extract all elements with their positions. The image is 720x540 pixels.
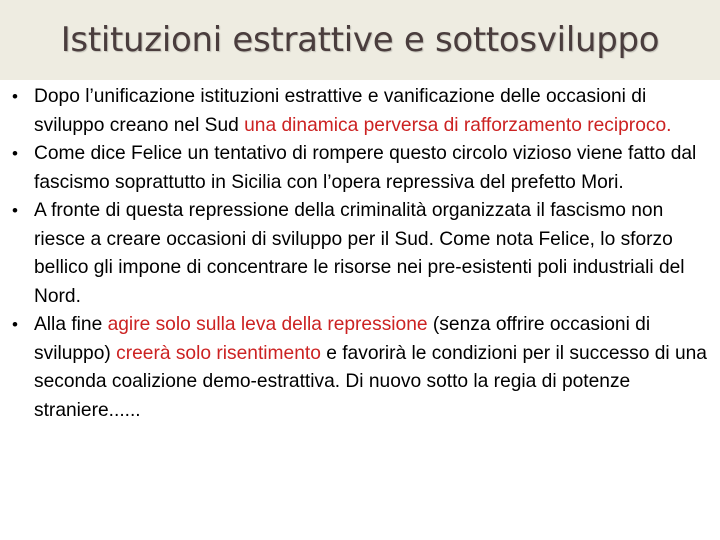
bullet-item — [0, 311, 720, 425]
bullet-text-segment: Alla fine — [34, 314, 108, 335]
bullet-text-segment: Dopo l’unificazione istituzioni estrattive e vanificazione delle occasioni di sviluppo creano nel Sud — [34, 86, 647, 136]
bullet-highlight-segment: una dinamica perversa di rafforzamento reciproco. — [244, 114, 672, 136]
bullet-text-segment: A fronte di questa repressione della criminalità organizzata il fascismo non riesce a creare occasioni di sviluppo per il Sud. Come nota Felice, lo sforzo bellico gli impone di concentrare le risorse nei pre-esistenti poli industriali del Nord. — [34, 200, 685, 307]
bullet-text-segment: Come dice Felice un tentativo di rompere questo circolo vizioso viene fatto dal fascismo soprattutto in Sicilia con l’opera repressiva del prefetto Mori. — [34, 143, 697, 193]
bullet-dot-icon: • — [12, 201, 18, 220]
slide-content — [0, 83, 720, 425]
slide-title: Istituzioni estrattive e sottosviluppo — [60, 20, 660, 60]
bullet-highlight-segment: creerà solo risentimento — [116, 342, 321, 364]
bullet-highlight-segment: agire solo sulla leva della repressione — [107, 314, 428, 335]
bullet-item — [0, 83, 720, 140]
bullet-text-segment: e favorirà le condizioni per il successo di una seconda coalizione demo-estrattiva. Di nuovo sotto la regia di potenze straniere...... — [34, 342, 707, 421]
bullet-list — [0, 83, 720, 425]
title-band — [0, 0, 720, 80]
bullet-item — [0, 140, 720, 197]
bullet-dot-icon: • — [12, 87, 18, 106]
bullet-item — [0, 197, 720, 311]
bullet-text-segment: (senza offrire occasioni di sviluppo) — [34, 314, 651, 364]
bullet-dot-icon: • — [12, 144, 18, 163]
bullet-dot-icon: • — [12, 315, 18, 334]
